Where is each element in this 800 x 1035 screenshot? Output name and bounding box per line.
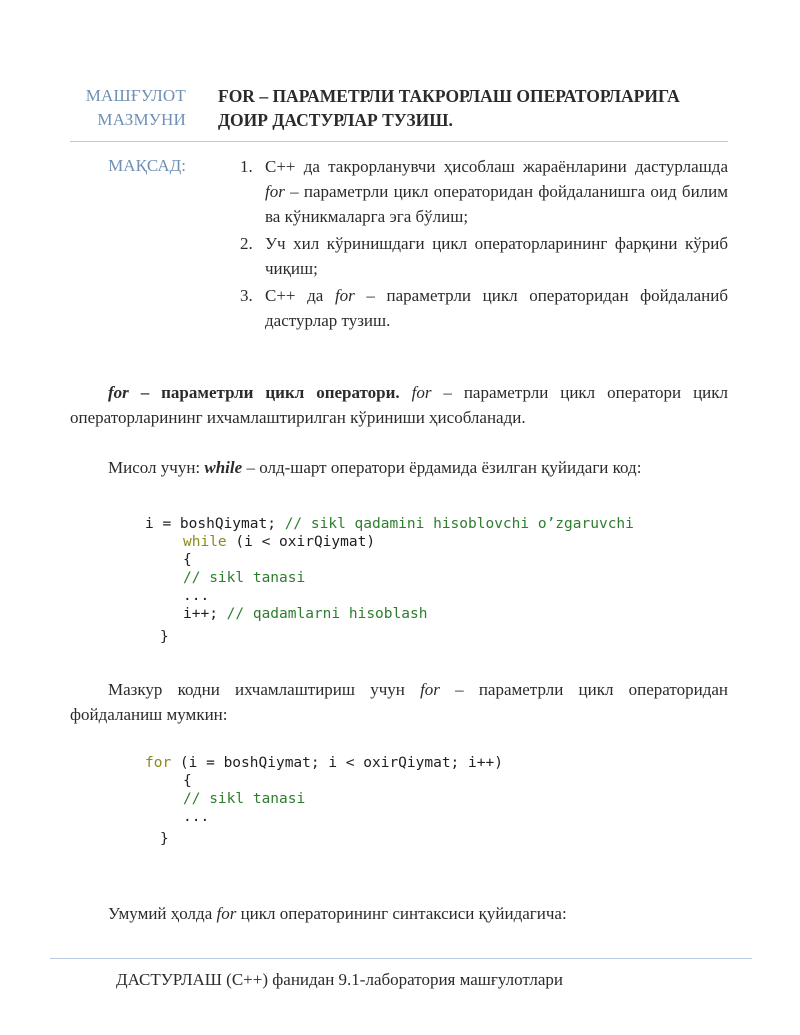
section-label bbox=[60, 84, 186, 132]
code-line: { bbox=[183, 773, 192, 789]
section-label-line1: МАШҒУЛОТ bbox=[85, 86, 186, 105]
goal-item: 3. C++ да for – параметрли цикл операторидан фойдаланиб дастурлар тузиш. bbox=[236, 283, 728, 333]
code-line: i = boshQiymat; // sikl qadamini hisoblovchi o’zgaruvchi bbox=[145, 516, 634, 532]
goal-number: 3. bbox=[240, 286, 253, 305]
footer-divider bbox=[50, 958, 752, 959]
goal-item: 1. C++ да такрорланувчи ҳисоблаш жараёнларини дастурлашда for – параметрли цикл операторидан фойдаланишга оид билим ва кўникмаларга эга бўлиш; bbox=[236, 154, 728, 229]
code-line: } bbox=[160, 629, 169, 645]
page-footer: ДАСТУРЛАШ (C++) фанидан 9.1-лаборатория машғулотлари bbox=[116, 970, 564, 989]
code-line: ... bbox=[183, 809, 210, 825]
code-line: // sikl tanasi bbox=[183, 570, 306, 586]
goal-number: 2. bbox=[240, 234, 253, 253]
goal-number: 1. bbox=[240, 157, 253, 176]
intro-paragraph: for – параметрли цикл оператори. for – параметрли цикл оператори цикл операторларининг ихчамлаштирилган кўриниши ҳисобланади. bbox=[70, 383, 729, 427]
example-sentence: Мисол учун: while – олд-шарт оператори ёрдамида ёзилган қуйидаги код: bbox=[108, 458, 642, 477]
page-title-line2: ДОИР ДАСТУРЛАР ТУЗИШ. bbox=[218, 110, 453, 130]
code-line: ... bbox=[183, 588, 210, 604]
goals-list bbox=[236, 154, 728, 335]
goals-label: МАҚСАД: bbox=[108, 156, 186, 175]
compact-paragraph: Мазкур кодни ихчамлаштириш учун for – параметрли цикл операторидан фойдаланиш мумкин: bbox=[70, 680, 728, 724]
code-line: i++; // qadamlarni hisoblash bbox=[183, 606, 428, 622]
section-label-line2: МАЗМУНИ bbox=[97, 110, 186, 129]
code-line: } bbox=[160, 831, 169, 847]
goal-item: 2. Уч хил кўринишдаги цикл операторларининг фарқини кўриб чиқиш; bbox=[236, 231, 728, 281]
header-divider bbox=[70, 141, 728, 142]
code-line: // sikl tanasi bbox=[183, 791, 306, 807]
code-line: while (i < oxirQiymat) bbox=[183, 534, 376, 550]
page-title bbox=[218, 84, 738, 132]
page-title-line1: FOR – ПАРАМЕТРЛИ ТАКРОРЛАШ ОПЕРАТОРЛАРИГА bbox=[218, 86, 680, 106]
general-sentence: Умумий ҳолда for цикл операторининг синтаксиси қуйидагича: bbox=[108, 904, 567, 923]
code-line: { bbox=[183, 552, 192, 568]
code-line: for (i = boshQiymat; i < oxirQiymat; i++) bbox=[145, 755, 503, 771]
